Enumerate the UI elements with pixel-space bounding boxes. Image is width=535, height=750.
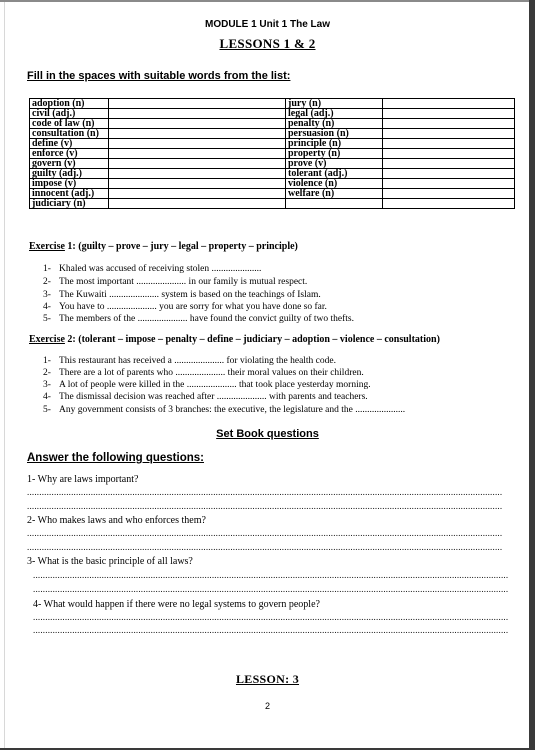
- word-table-cell: code of law (n): [30, 119, 109, 129]
- lesson3-heading: LESSON: 3: [235, 672, 300, 686]
- word-table-cell: tolerant (adj.): [286, 169, 383, 179]
- fill-instruction: Fill in the spaces with suitable words from the list:: [27, 70, 291, 82]
- word-list-table: [29, 98, 515, 209]
- lessons-title: LESSONS 1 & 2: [219, 36, 316, 51]
- word-table-cell: innocent (adj.): [30, 189, 109, 199]
- word-table-cell: enforce (v): [30, 149, 109, 159]
- word-table-row: [30, 129, 515, 139]
- word-table-cell: principle (n): [286, 139, 383, 149]
- exercise1-item-4: 4- You have to ..................... you are sorry for what you have done so far.: [43, 302, 327, 312]
- word-table-cell: legal (adj.): [286, 109, 383, 119]
- set-book-heading: Set Book questions: [216, 428, 319, 440]
- word-table-row: [30, 139, 515, 149]
- exercise1-heading: [29, 241, 298, 252]
- answer-line-3b: ..................................................................................................................................................................................................: [33, 584, 509, 594]
- word-table-cell: violence (n): [286, 179, 383, 189]
- word-table-cell: [109, 179, 286, 189]
- word-table-cell: [383, 149, 515, 159]
- word-table-cell: penalty (n): [286, 119, 383, 129]
- module-title: MODULE 1 Unit 1 The Law: [204, 19, 330, 30]
- word-table-cell: [109, 189, 286, 199]
- exercise2-item-2: 2- There are a lot of parents who ..................... their moral values on their children.: [43, 368, 364, 378]
- word-table-cell: prove (v): [286, 159, 383, 169]
- exercise2-label: Exercise: [29, 334, 65, 345]
- exercise1-item-1: 1- Khaled was accused of receiving stolen .....................: [43, 264, 262, 274]
- word-table-cell: [109, 139, 286, 149]
- answer-line-1a: ..................................................................................................................................................................................................: [27, 487, 503, 497]
- word-table-cell: [109, 199, 286, 209]
- answer-heading: Answer the following questions:: [27, 452, 204, 464]
- exercise1-label: Exercise: [29, 241, 65, 252]
- word-table-cell: [383, 99, 515, 109]
- word-table-cell: [383, 199, 515, 209]
- word-table-cell: adoption (n): [30, 99, 109, 109]
- exercise1-item-2: 2- The most important ..................... in our family is mutual respect.: [43, 277, 308, 287]
- exercise2-words: 2: (tolerant – impose – penalty – define – judiciary – adoption – violence – consultation): [64, 334, 440, 345]
- word-table-cell: [109, 159, 286, 169]
- word-table-cell: impose (v): [30, 179, 109, 189]
- word-table-row: [30, 179, 515, 189]
- answer-line-2a: ..................................................................................................................................................................................................: [27, 528, 503, 538]
- word-table-row: [30, 159, 515, 169]
- word-table-cell: [109, 129, 286, 139]
- word-table-cell: [383, 169, 515, 179]
- word-table-cell: [383, 119, 515, 129]
- word-table-row: [30, 169, 515, 179]
- word-table-row: [30, 149, 515, 159]
- answer-line-3a: ..................................................................................................................................................................................................: [33, 570, 509, 580]
- word-table-cell: [383, 159, 515, 169]
- word-table-cell: judiciary (n): [30, 199, 109, 209]
- word-table-cell: [109, 99, 286, 109]
- word-table-cell: govern (v): [30, 159, 109, 169]
- word-table-cell: [383, 109, 515, 119]
- exercise2-item-3: 3- A lot of people were killed in the ..................... that took place yesterday morning.: [43, 380, 371, 390]
- word-table-cell: civil (adj.): [30, 109, 109, 119]
- answer-line-4b: ..................................................................................................................................................................................................: [33, 625, 509, 635]
- exercise1-words: 1: (guilty – prove – jury – legal – property – principle): [64, 241, 298, 252]
- word-table-cell: property (n): [286, 149, 383, 159]
- exercise2-item-4: 4- The dismissal decision was reached after ..................... with parents and teachers.: [43, 392, 368, 402]
- answer-line-2b: ..................................................................................................................................................................................................: [27, 542, 503, 552]
- right-edge: [529, 0, 535, 750]
- question-1: 1- Why are laws important?: [27, 474, 139, 485]
- answer-line-4a: ..................................................................................................................................................................................................: [33, 612, 509, 622]
- exercise2-heading: [29, 334, 440, 345]
- word-table-cell: [109, 119, 286, 129]
- answer-line-1b: ..................................................................................................................................................................................................: [27, 501, 503, 511]
- question-3: 3- What is the basic principle of all laws?: [27, 556, 193, 567]
- word-table-cell: jury (n): [286, 99, 383, 109]
- word-table-row: [30, 189, 515, 199]
- word-table-cell: persuasion (n): [286, 129, 383, 139]
- exercise2-item-1: 1- This restaurant has received a ..................... for violating the health code.: [43, 356, 336, 366]
- word-table-row: [30, 119, 515, 129]
- word-table-cell: [109, 169, 286, 179]
- word-table-cell: [383, 129, 515, 139]
- word-table-cell: consultation (n): [30, 129, 109, 139]
- exercise1-item-5: 5- The members of the ..................... have found the convict guilty of two thefts.: [43, 314, 354, 324]
- word-table-cell: define (v): [30, 139, 109, 149]
- word-table-cell: guilty (adj.): [30, 169, 109, 179]
- word-table-cell: [109, 149, 286, 159]
- question-2: 2- Who makes laws and who enforces them?: [27, 515, 206, 526]
- question-4: 4- What would happen if there were no legal systems to govern people?: [33, 599, 320, 610]
- word-table-cell: [109, 109, 286, 119]
- word-table-cell: [383, 189, 515, 199]
- word-table-cell: welfare (n): [286, 189, 383, 199]
- word-table-cell: [383, 179, 515, 189]
- exercise2-item-5: 5- Any government consists of 3 branches: the executive, the legislature and the .....................: [43, 405, 406, 415]
- page-number: 2: [264, 701, 270, 711]
- word-table-row: [30, 99, 515, 109]
- word-table-row: [30, 109, 515, 119]
- exercise1-item-3: 3- The Kuwaiti ..................... system is based on the teachings of Islam.: [43, 290, 321, 300]
- word-table-row: [30, 199, 515, 209]
- word-table-cell: [286, 199, 383, 209]
- word-table-cell: [383, 139, 515, 149]
